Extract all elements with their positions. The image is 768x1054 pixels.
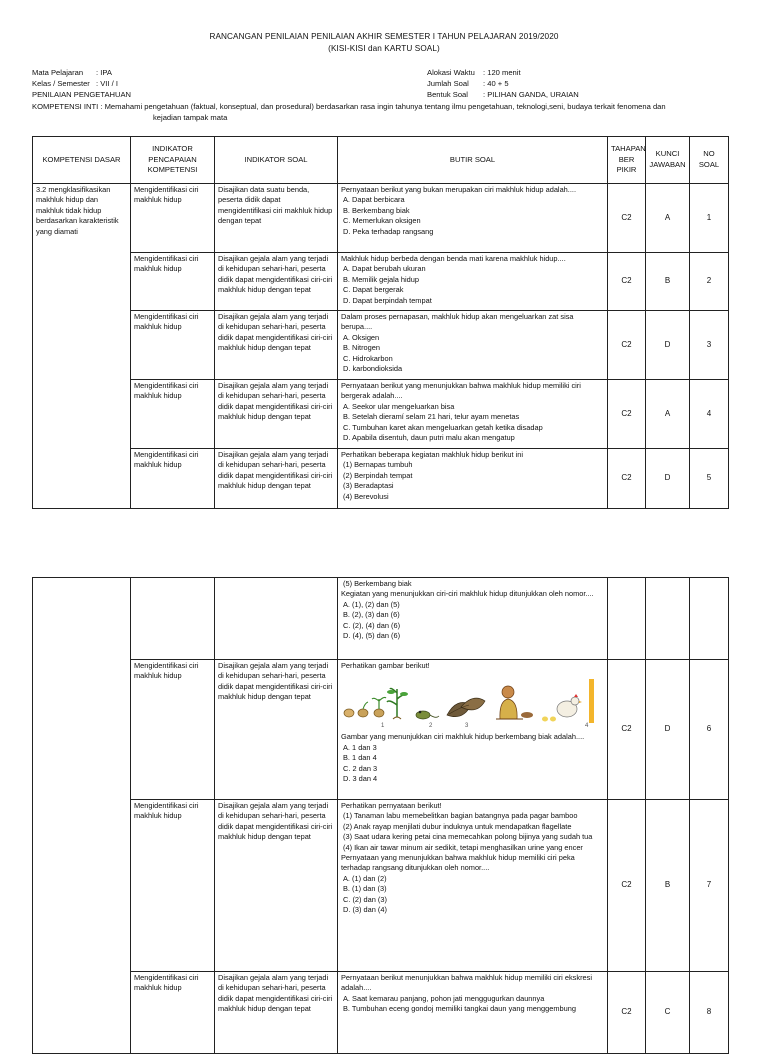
meta-label: Alokasi Waktu	[427, 68, 475, 77]
tahap-cell: C2	[608, 253, 646, 311]
option: A. (1) dan (2)	[343, 873, 387, 883]
hen-icon	[542, 679, 594, 723]
butir-soal-cell	[338, 380, 608, 449]
svg-text:3: 3	[465, 723, 469, 730]
option: D. (4), (5) dan (6)	[343, 631, 401, 641]
meta-label: Jumlah Soal	[427, 78, 469, 88]
option-list	[341, 195, 604, 237]
option-list	[341, 579, 604, 589]
tahap-cell: C2	[608, 380, 646, 449]
kd-cell-empty	[33, 578, 131, 1054]
option-list	[341, 874, 604, 916]
svg-text:1: 1	[381, 723, 385, 730]
indikator-soal-cell: Disajikan gejala alam yang terjadi di kehidupan sehari-hari, peserta didik dapat mengidentifikasi ciri-ciri makhluk hidup dengan tepat	[215, 972, 338, 1054]
option-list	[341, 460, 604, 502]
butir-soal-cell	[338, 449, 608, 509]
butir-soal-cell	[338, 578, 608, 660]
question-stem: Pernyataan berikut yang bukan merupakan ciri makhluk hidup adalah....	[341, 185, 576, 194]
growth-illustration	[341, 675, 604, 729]
option: B. Berkembang biak	[343, 205, 410, 215]
butir-soal-cell	[338, 184, 608, 253]
table-row	[33, 660, 729, 800]
ipk-cell: Mengidentifikasi ciri makhluk hidup	[131, 800, 215, 972]
no-soal-cell: 4	[690, 380, 729, 449]
header-kd: KOMPETENSI DASAR	[33, 137, 131, 184]
table-row	[33, 800, 729, 972]
table-row	[33, 311, 729, 380]
no-soal-cell: 7	[690, 800, 729, 972]
indikator-soal-cell: Disajikan gejala alam yang terjadi di kehidupan sehari-hari, peserta didik dapat mengidentifikasi ciri-ciri makhluk hidup dengan tepat	[215, 800, 338, 972]
title-line-1: RANCANGAN PENILAIAN PENILAIAN AKHIR SEMESTER I TAHUN PELAJARAN 2019/2020	[209, 32, 559, 41]
leaf-icon	[447, 698, 485, 717]
option: A. (1), (2) dan (5)	[343, 599, 400, 609]
question-stem: Perhatikan pernyataan berikut!	[341, 801, 442, 810]
kompetensi-inti-line-2: kejadian tampak mata	[153, 112, 228, 122]
meta-label: Mata Pelajaran	[32, 68, 84, 77]
option: A. Dapat berbicara	[343, 195, 405, 205]
header-indikator-soal: INDIKATOR SOAL	[215, 137, 338, 184]
kunci-cell: D	[646, 660, 690, 800]
table-row	[33, 972, 729, 1054]
kompetensi-inti	[32, 102, 732, 123]
meta-label: Kelas / Semester	[32, 78, 90, 88]
butir-soal-cell	[338, 972, 608, 1054]
option: C. (2) dan (3)	[343, 894, 387, 904]
option: B. Nitrogen	[343, 343, 380, 353]
kunci-cell: D	[646, 311, 690, 380]
meta-row-form	[427, 90, 579, 101]
meta-value: : PILIHAN GANDA, URAIAN	[483, 89, 579, 99]
svg-text:4: 4	[585, 723, 589, 730]
option: B. Tumbuhan eceng gondoj memiliki tangkai daun yang menggembung	[343, 1004, 576, 1014]
frog-icon	[416, 711, 439, 719]
option-list	[341, 333, 604, 375]
question-stem: Kegiatan yang menunjukkan ciri-ciri makhluk hidup ditunjukkan oleh nomor....	[341, 589, 594, 599]
option: (3) Beradaptasi	[343, 481, 394, 491]
meta-row-count	[427, 79, 579, 90]
table-row	[33, 449, 729, 509]
question-stem: Dalam proses pernapasan, makhluk hidup akan mengeluarkan zat sisa berupa....	[341, 312, 574, 332]
question-stem: Pernyataan berikut menunjukkan bahwa makhluk hidup memiliki ciri ekskresi adalah....	[341, 973, 592, 993]
ipk-cell: Mengidentifikasi ciri makhluk hidup	[131, 660, 215, 800]
no-soal-cell-empty	[690, 578, 729, 660]
no-soal-cell: 8	[690, 972, 729, 1054]
kunci-cell: A	[646, 184, 690, 253]
meta-left	[32, 68, 131, 100]
question-stem: Makhluk hidup berbeda dengan benda mati karena makhluk hidup....	[341, 254, 566, 263]
kunci-cell-empty	[646, 578, 690, 660]
butir-soal-cell	[338, 660, 608, 800]
no-soal-cell: 2	[690, 253, 729, 311]
ipk-cell: Mengidentifikasi ciri makhluk hidup	[131, 253, 215, 311]
kunci-cell: B	[646, 253, 690, 311]
option: D. 3 dan 4	[343, 774, 378, 784]
indikator-soal-cell-empty	[215, 578, 338, 660]
meta-label: PENILAIAN PENGETAHUAN	[32, 89, 132, 99]
option: D. (3) dan (4)	[343, 905, 387, 915]
question-stem: Pernyataan berikut yang menunjukkan bahwa makhluk hidup memiliki ciri bergerak adalah....	[341, 381, 581, 401]
kunci-cell: C	[646, 972, 690, 1054]
indikator-soal-cell: Disajikan gejala alam yang terjadi di kehidupan sehari-hari, peserta didik dapat mengidentifikasi ciri-ciri makhluk hidup dengan tepat	[215, 660, 338, 800]
indikator-soal-cell: Disajikan gejala alam yang terjadi di kehidupan sehari-hari, peserta didik dapat mengidentifikasi ciri-ciri makhluk hidup dengan tepat	[215, 311, 338, 380]
kisi-kisi-table-continued	[32, 577, 729, 1054]
kompetensi-inti-line-1: KOMPETENSI INTI : Memahami pengetahuan (faktual, konseptual, dan prosedural) berdasarkan rasa ingin tahunya tentang ilmu pengetahuan, teknologi,seni, budaya terkait fenomena dan	[32, 102, 666, 111]
option: A. 1 dan 3	[343, 742, 377, 752]
indikator-soal-cell: Disajikan gejala alam yang terjadi di kehidupan sehari-hari, peserta didik dapat mengidentifikasi ciri-ciri makhluk hidup dengan tepat	[215, 253, 338, 311]
ipk-cell: Mengidentifikasi ciri makhluk hidup	[131, 380, 215, 449]
meta-right	[427, 68, 579, 100]
header-butir-soal: BUTIR SOAL	[338, 137, 608, 184]
no-soal-cell: 6	[690, 660, 729, 800]
document-title	[0, 31, 768, 55]
option: B. (1) dan (3)	[343, 884, 387, 894]
option: (2) Berpindah tempat	[343, 470, 413, 480]
tahap-cell: C2	[608, 800, 646, 972]
meta-row-time	[427, 68, 579, 79]
indikator-soal-cell: Disajikan gejala alam yang terjadi di kehidupan sehari-hari, peserta didik dapat mengidentifikasi ciri-ciri makhluk hidup dengan tepat	[215, 449, 338, 509]
meta-value: : IPA	[96, 68, 112, 77]
indikator-soal-cell: Disajikan gejala alam yang terjadi di kehidupan sehari-hari, peserta didik dapat mengidentifikasi ciri-ciri makhluk hidup dengan tepat	[215, 380, 338, 449]
option: C. (2), (4) dan (6)	[343, 620, 401, 630]
statement: (3) Saat udara kering petai cina memecahkan polong bijinya yang sudah tua	[343, 832, 593, 842]
no-soal-cell: 5	[690, 449, 729, 509]
kunci-cell: B	[646, 800, 690, 972]
butir-soal-cell	[338, 800, 608, 972]
tahap-cell-empty	[608, 578, 646, 660]
option-list	[341, 402, 604, 444]
meta-value: : 40 + 5	[483, 78, 509, 88]
person-icon	[496, 686, 533, 719]
kunci-cell: D	[646, 449, 690, 509]
option: D. karbondioksida	[343, 364, 403, 374]
ipk-cell-empty	[131, 578, 215, 660]
table-header-row	[33, 137, 729, 184]
statement: (4) Ikan air tawar minum air sedikit, tetapi menghasilkan urine yang encer	[343, 842, 583, 852]
question-stem-2: Pernyataan yang menunjukkan bahwa makhluk hidup memiliki ciri peka terhadap rangsang ditunjukkan oleh nomor....	[341, 853, 575, 873]
option: C. Tumbuhan karet akan mengeluarkan getah ketika disadap	[343, 422, 543, 432]
option-list	[341, 743, 604, 785]
living-things-figure	[341, 675, 603, 729]
tahap-cell: C2	[608, 449, 646, 509]
question-stem: Perhatikan gambar berikut!	[341, 661, 430, 670]
ipk-cell: Mengidentifikasi ciri makhluk hidup	[131, 449, 215, 509]
option: D. Peka terhadap rangsang	[343, 226, 434, 236]
header-kunci: KUNCI JAWABAN	[646, 137, 690, 184]
option: B. 1 dan 4	[343, 753, 377, 763]
table-row	[33, 380, 729, 449]
no-soal-cell: 3	[690, 311, 729, 380]
seed-germination-icon	[344, 689, 408, 720]
option: C. Hidrokarbon	[343, 353, 393, 363]
option: A. Saat kemarau panjang, pohon jati menggugurkan daunnya	[343, 993, 545, 1003]
tahap-cell: C2	[608, 184, 646, 253]
option: C. Dapat bergerak	[343, 285, 404, 295]
kisi-kisi-table	[32, 136, 729, 509]
option: C. Memerlukan oksigen	[343, 216, 421, 226]
meta-value: : 120 menit	[483, 68, 521, 77]
document-page-2	[0, 540, 768, 1024]
meta-row-assessment	[32, 90, 131, 101]
tahap-cell: C2	[608, 660, 646, 800]
header-ipk: INDIKATOR PENCAPAIAN KOMPETENSI	[131, 137, 215, 184]
option: A. Oksigen	[343, 332, 380, 342]
option: (4) Berevolusi	[343, 491, 389, 501]
ipk-cell: Mengidentifikasi ciri makhluk hidup	[131, 184, 215, 253]
title-line-2: (KISI-KISI dan KARTU SOAL)	[328, 44, 440, 53]
option: B. Setelah dieramí selam 21 hari, telur ayam menetas	[343, 412, 520, 422]
option: B. (2), (3) dan (6)	[343, 610, 400, 620]
option: D. Apabila disentuh, daun putri malu akan mengatup	[343, 433, 515, 443]
meta-label: Bentuk Soal	[427, 89, 468, 99]
ipk-cell: Mengidentifikasi ciri makhluk hidup	[131, 311, 215, 380]
butir-soal-cell	[338, 311, 608, 380]
tahap-cell: C2	[608, 972, 646, 1054]
option: D. Dapat berpindah tempat	[343, 295, 432, 305]
option: C. 2 dan 3	[343, 763, 378, 773]
option: A. Dapat berubah ukuran	[343, 264, 426, 274]
option: (1) Bernapas tumbuh	[343, 460, 413, 470]
tahap-cell: C2	[608, 311, 646, 380]
no-soal-cell: 1	[690, 184, 729, 253]
table-row	[33, 578, 729, 660]
kunci-cell: A	[646, 380, 690, 449]
statement: (2) Anak rayap menjilati dubur induknya untuk mendapatkan flagellate	[343, 821, 572, 831]
statement: (1) Tanaman labu memebelitkan bagian batangnya pada pagar bamboo	[343, 811, 578, 821]
option-list	[341, 994, 604, 1015]
indikator-soal-cell: Disajikan data suatu benda, peserta didik dapat mengidentifikasi ciri makhluk hidup dengan tepat	[215, 184, 338, 253]
option-list	[341, 264, 604, 306]
header-tahapan: TAHAPAN BER PIKIR	[608, 137, 646, 184]
option: (5) Berkembang biak	[343, 579, 412, 588]
meta-value: : VII / I	[96, 78, 118, 88]
option: B. Memilik gejala hidup	[343, 274, 419, 284]
kd-cell: 3.2 mengklasifikasikan makhluk hidup dan makhluk tidak hidup berdasarkan karakteristik yang diamati	[33, 184, 131, 509]
ipk-cell: Mengidentifikasi ciri makhluk hidup	[131, 972, 215, 1054]
butir-soal-cell	[338, 253, 608, 311]
header-no-soal: NO SOAL	[690, 137, 729, 184]
statement-list	[341, 811, 604, 853]
question-stem: Perhatikan beberapa kegiatan makhluk hidup berikut ini	[341, 450, 524, 459]
option: A. Seekor ular mengeluarkan bisa	[343, 401, 455, 411]
meta-row-subject	[32, 68, 131, 79]
question-stem-2: Gambar yang menunjukkan ciri makhluk hidup berkembang biak adalah....	[341, 732, 585, 742]
table-row	[33, 253, 729, 311]
table-row	[33, 184, 729, 253]
svg-text:2: 2	[429, 723, 433, 730]
option-list	[341, 600, 604, 642]
meta-row-class	[32, 79, 131, 90]
